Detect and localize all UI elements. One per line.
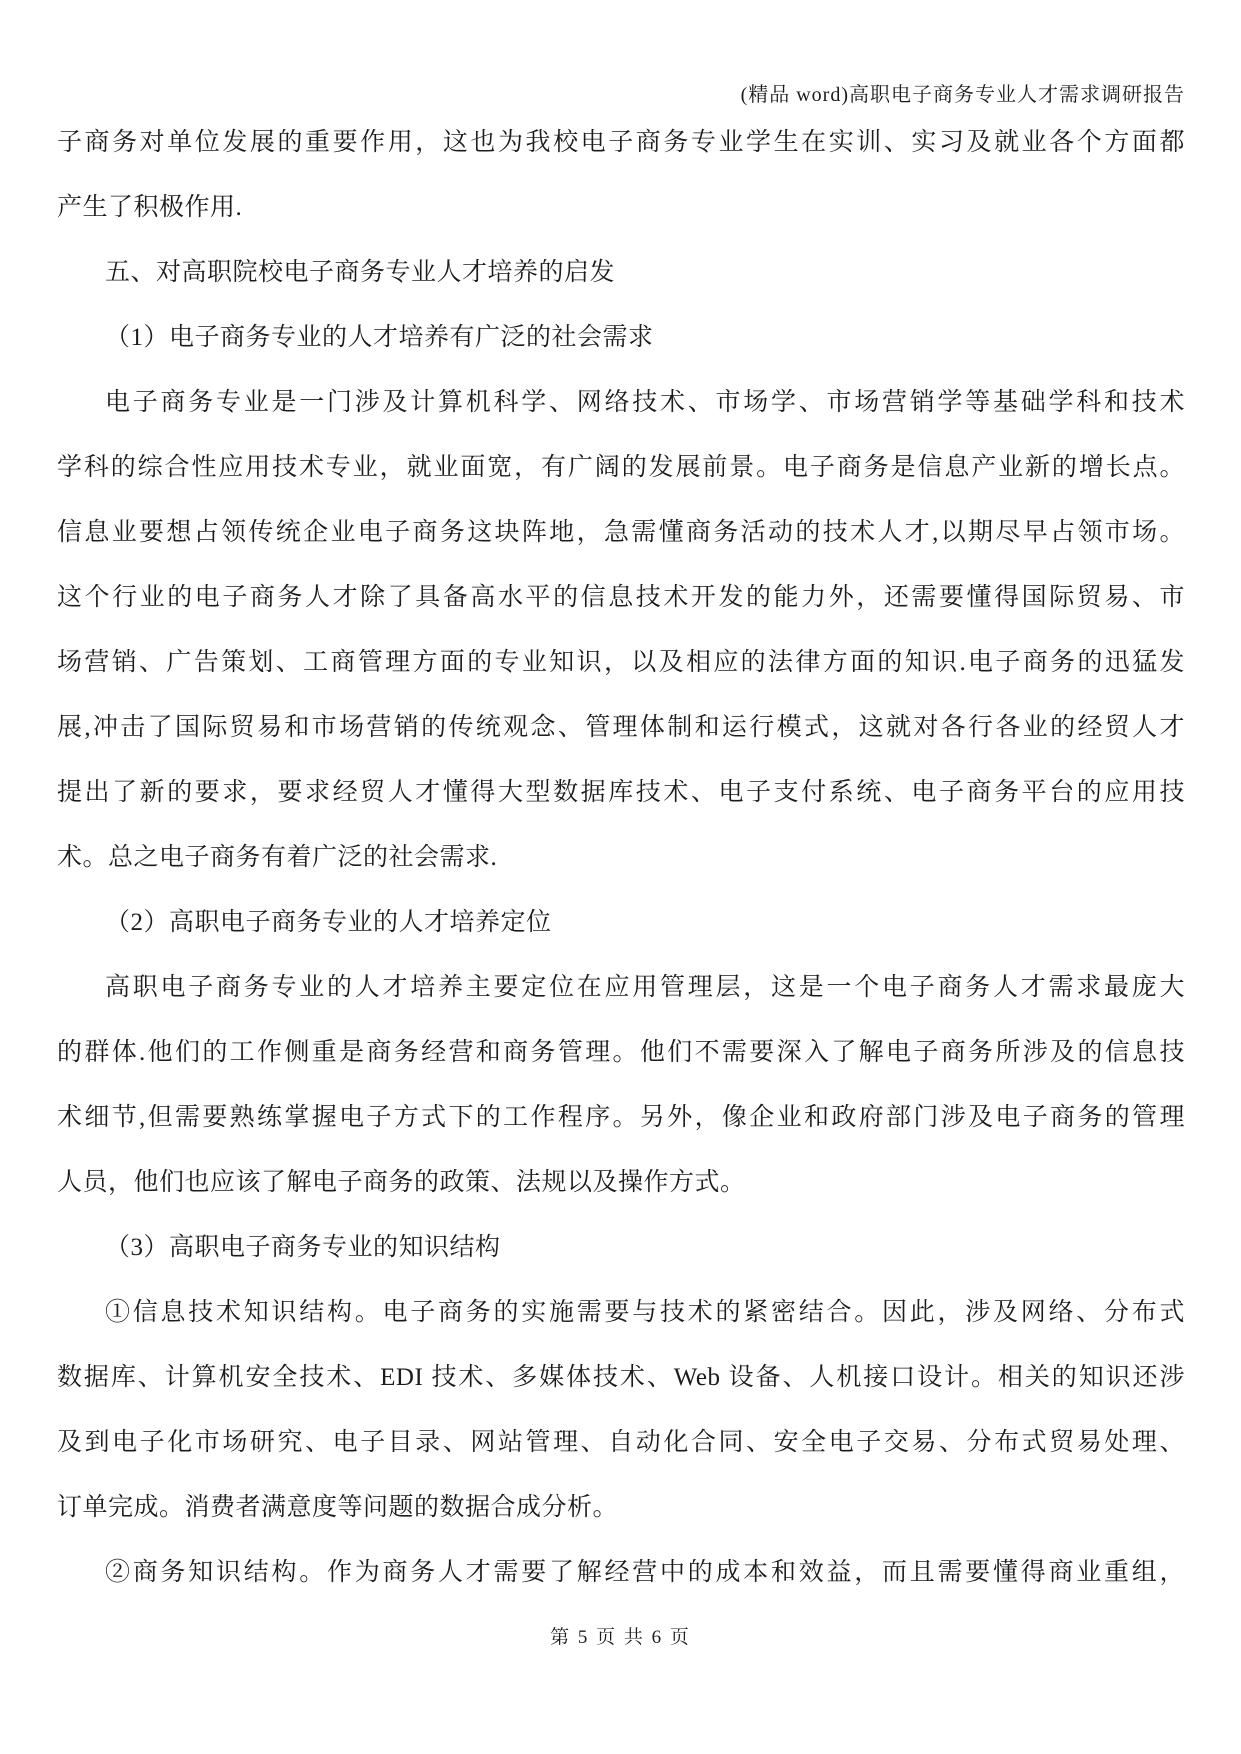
text-line: 信息业要想占领传统企业电子商务这块阵地，急需懂商务活动的技术人才,以期尽早占领市场。 xyxy=(57,519,1185,546)
text-line: 高职电子商务专业的人才培养主要定位在应用管理层，这是一个电子商务人才需求最庞大 xyxy=(105,974,1185,1001)
page-footer: 第 5 页 共 6 页 xyxy=(550,1627,691,1648)
text-line: 术细节,但需要熟练掌握电子方式下的工作程序。另外，像企业和政府部门涉及电子商务的管理 xyxy=(57,1104,1185,1131)
text-line: 术。总之电子商务有着广泛的社会需求. xyxy=(57,844,498,871)
text-line: 学科的综合性应用技术专业，就业面宽，有广阔的发展前景。电子商务是信息产业新的增长点。 xyxy=(57,454,1185,481)
text-line: 数据库、计算机安全技术、EDI 技术、多媒体技术、Web 设备、人机接口设计。相关的知识还涉 xyxy=(57,1364,1185,1391)
page-header: (精品 word)高职电子商务专业人才需求调研报告 xyxy=(740,84,1185,106)
text-line: ①信息技术知识结构。电子商务的实施需要与技术的紧密结合。因此，涉及网络、分布式 xyxy=(105,1299,1185,1326)
text-line: 展,冲击了国际贸易和市场营销的传统观念、管理体制和运行模式，这就对各行各业的经贸人才 xyxy=(57,714,1185,741)
text-line: 人员，他们也应该了解电子商务的政策、法规以及操作方式。 xyxy=(57,1169,746,1196)
text-line: （3）高职电子商务专业的知识结构 xyxy=(105,1234,501,1261)
text-line: 场营销、广告策划、工商管理方面的专业知识，以及相应的法律方面的知识.电子商务的迅猛发 xyxy=(57,649,1185,676)
text-line: 及到电子化市场研究、电子目录、网站管理、自动化合同、安全电子交易、分布式贸易处理、 xyxy=(57,1429,1185,1456)
text-line: 这个行业的电子商务人才除了具备高水平的信息技术开发的能力外，还需要懂得国际贸易、市 xyxy=(57,584,1185,611)
text-line: ②商务知识结构。作为商务人才需要了解经营中的成本和效益，而且需要懂得商业重组， xyxy=(105,1559,1185,1586)
text-line: 子商务对单位发展的重要作用，这也为我校电子商务专业学生在实训、实习及就业各个方面都 xyxy=(57,129,1185,156)
text-line: 产生了积极作用. xyxy=(57,194,243,221)
text-line: （2）高职电子商务专业的人才培养定位 xyxy=(105,909,552,936)
text-line: 电子商务专业是一门涉及计算机科学、网络技术、市场学、市场营销学等基础学科和技术 xyxy=(105,389,1185,416)
text-line: （1）电子商务专业的人才培养有广泛的社会需求 xyxy=(105,324,654,351)
document-body xyxy=(57,110,1185,1605)
text-line: 订单完成。消费者满意度等问题的数据合成分析。 xyxy=(57,1494,619,1521)
text-line: 五、对高职院校电子商务专业人才培养的启发 xyxy=(105,259,616,286)
text-line: 的群体.他们的工作侧重是商务经营和商务管理。他们不需要深入了解电子商务所涉及的信息技 xyxy=(57,1039,1185,1066)
text-line: 提出了新的要求，要求经贸人才懂得大型数据库技术、电子支付系统、电子商务平台的应用技 xyxy=(57,779,1185,806)
